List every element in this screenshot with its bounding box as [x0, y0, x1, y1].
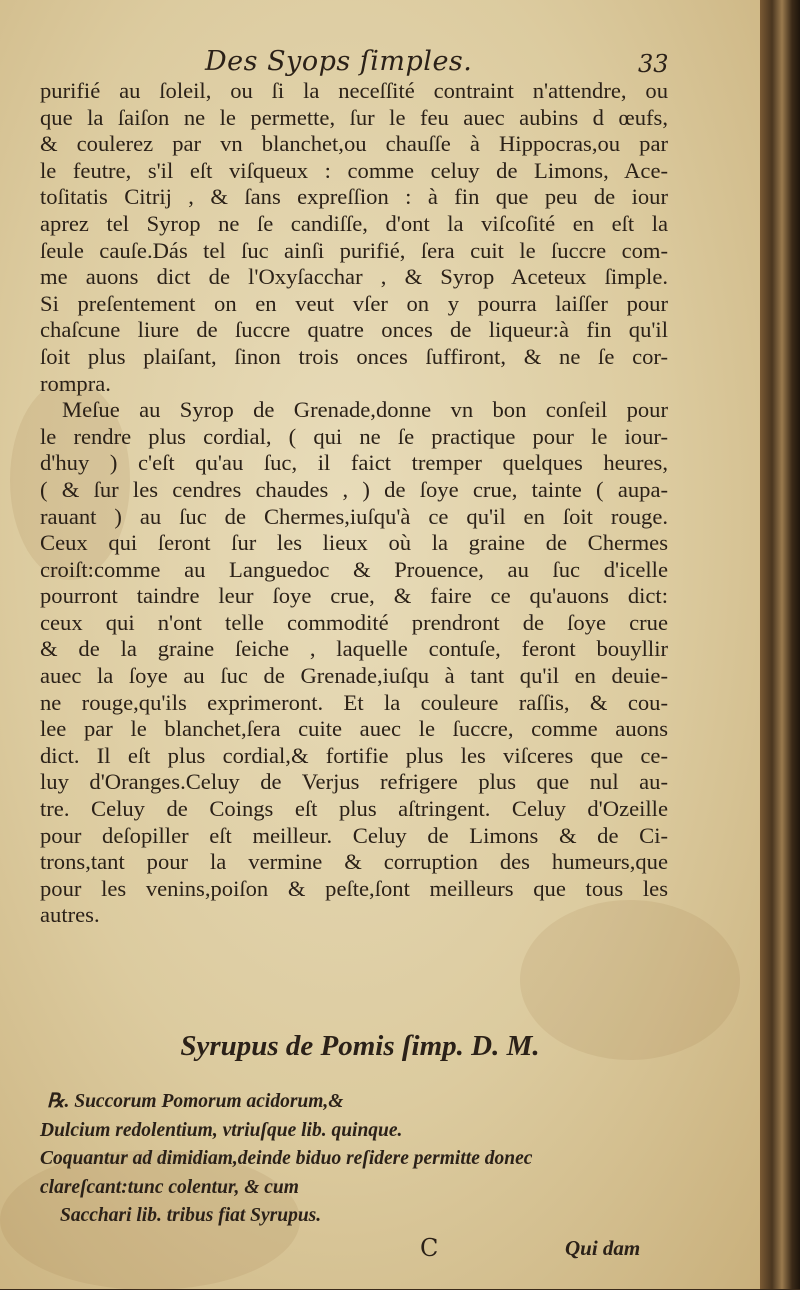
text-line: ſeule cauſe.Dás tel ſuc ainſi purifié, ſera cuit le ſuccre com-	[40, 237, 668, 263]
text-line: toſitatis Citrij , & ſans expreſſion : à fin que peu de iour	[40, 184, 668, 210]
text-line: autres.	[40, 902, 100, 928]
recipe-line: clareſcant:tunc colentur, & cum	[40, 1176, 299, 1198]
recipe-line: Sacchari lib. tribus fiat Syrupus.	[60, 1205, 322, 1226]
text-line: pour les venins,poiſon & peſte,ſont meilleurs que tous les	[40, 875, 668, 901]
text-line: purifié au ſoleil, ou ſi la neceſſité contraint n'attendre, ou	[40, 78, 668, 103]
text-line: croiſt:comme au Languedoc & Prouence, au ſuc d'icelle	[40, 556, 668, 582]
text-line: d'huy ) c'eſt qu'au ſuc, il faict tremper quelques heures,	[40, 450, 668, 476]
text-line: aprez tel Syrop ne ſe candiſſe, d'ont la viſcoſité en eſt la	[40, 210, 668, 236]
text-line: Meſue au Syrop de Grenade,donne vn bon conſeil pour	[62, 397, 668, 423]
text-line: & de la graine ſeiche , laquelle contuſe, feront bouyllir	[40, 636, 668, 662]
recipe-line: Dulcium redolentium, vtriuſque lib. quinque.	[40, 1119, 403, 1141]
text-line: auec la ſoye au ſuc de Grenade,iuſqu à tant qu'il en deuie-	[40, 663, 668, 689]
book-binding	[760, 0, 800, 1289]
recipe-line: ℞. Succorum Pomorum acidorum,&	[47, 1091, 344, 1112]
text-line: rompra.	[40, 370, 111, 396]
recipe-line: Coquantur ad dimidiam,deinde biduo reſidere permitte donec	[40, 1148, 533, 1169]
recipe-block	[40, 1088, 660, 1231]
text-line: me auons dict de l'Oxyſacchar , & Syrop Aceteux ſimple.	[40, 264, 668, 290]
text-line: pourront taindre leur ſoye crue, & faire ce qu'auons dict:	[40, 583, 668, 609]
text-line: & coulerez par vn blanchet,ou chauſſe à Hippocras,ou par	[40, 131, 668, 157]
text-line: Si preſentement on en veut vſer on y pourra laiſſer pour	[40, 290, 668, 316]
catchword: Qui dam	[565, 1236, 641, 1260]
text-line: dict. Il eſt plus cordial,& fortifie plus les viſceres que ce-	[40, 742, 668, 768]
page-number: 33	[638, 50, 669, 78]
body-text	[40, 78, 668, 929]
text-line: ſoit plus plaiſant, ſinon trois onces ſuffiront, & ne ſe cor-	[40, 343, 668, 369]
page-header	[0, 40, 760, 80]
text-line: que la ſaiſon ne le permette, ſur le feu auec aubins d œufs,	[40, 104, 668, 130]
text-line: ceux qui n'ont telle commodité prendront de ſoye crue	[40, 609, 668, 635]
text-line: ne rouge,qu'ils exprimeront. Et la couleure raſſis, & cou-	[40, 689, 668, 715]
text-line: trons,tant pour la vermine & corruption des humeurs,que	[40, 849, 668, 875]
text-line: chaſcune liure de ſuccre quatre onces de liqueur:à fin qu'il	[40, 317, 668, 343]
signature-mark: C	[420, 1234, 439, 1262]
text-line: le feutre, s'il eſt viſqueux : comme celuy de Limons, Ace-	[40, 157, 668, 183]
text-line: le rendre plus cordial, ( qui ne ſe practique pour le iour-	[40, 423, 668, 449]
text-line: luy d'Oranges.Celuy de Verjus refrigere plus que nul au-	[40, 769, 668, 795]
section-title: Syrupus de Pomis ſimp. D. M.	[180, 1030, 540, 1062]
text-line: ( & ſur les cendres chaudes , ) de ſoye crue, tainte ( aupa-	[40, 476, 668, 502]
text-line: rauant ) au ſuc de Chermes,iuſqu'à ce qu'il en ſoit rouge.	[40, 503, 668, 529]
text-line: lee par le blanchet,ſera cuite auec le ſuccre, comme auons	[40, 716, 668, 742]
text-line: pour deſopiller eſt meilleur. Celuy de Limons & de Ci-	[40, 822, 668, 848]
text-line: Ceux qui ſeront ſur les lieux où la graine de Chermes	[40, 530, 668, 556]
running-title: Des Syops ſimples.	[205, 46, 473, 77]
text-line: tre. Celuy de Coings eſt plus aſtringent. Celuy d'Ozeille	[40, 796, 668, 822]
